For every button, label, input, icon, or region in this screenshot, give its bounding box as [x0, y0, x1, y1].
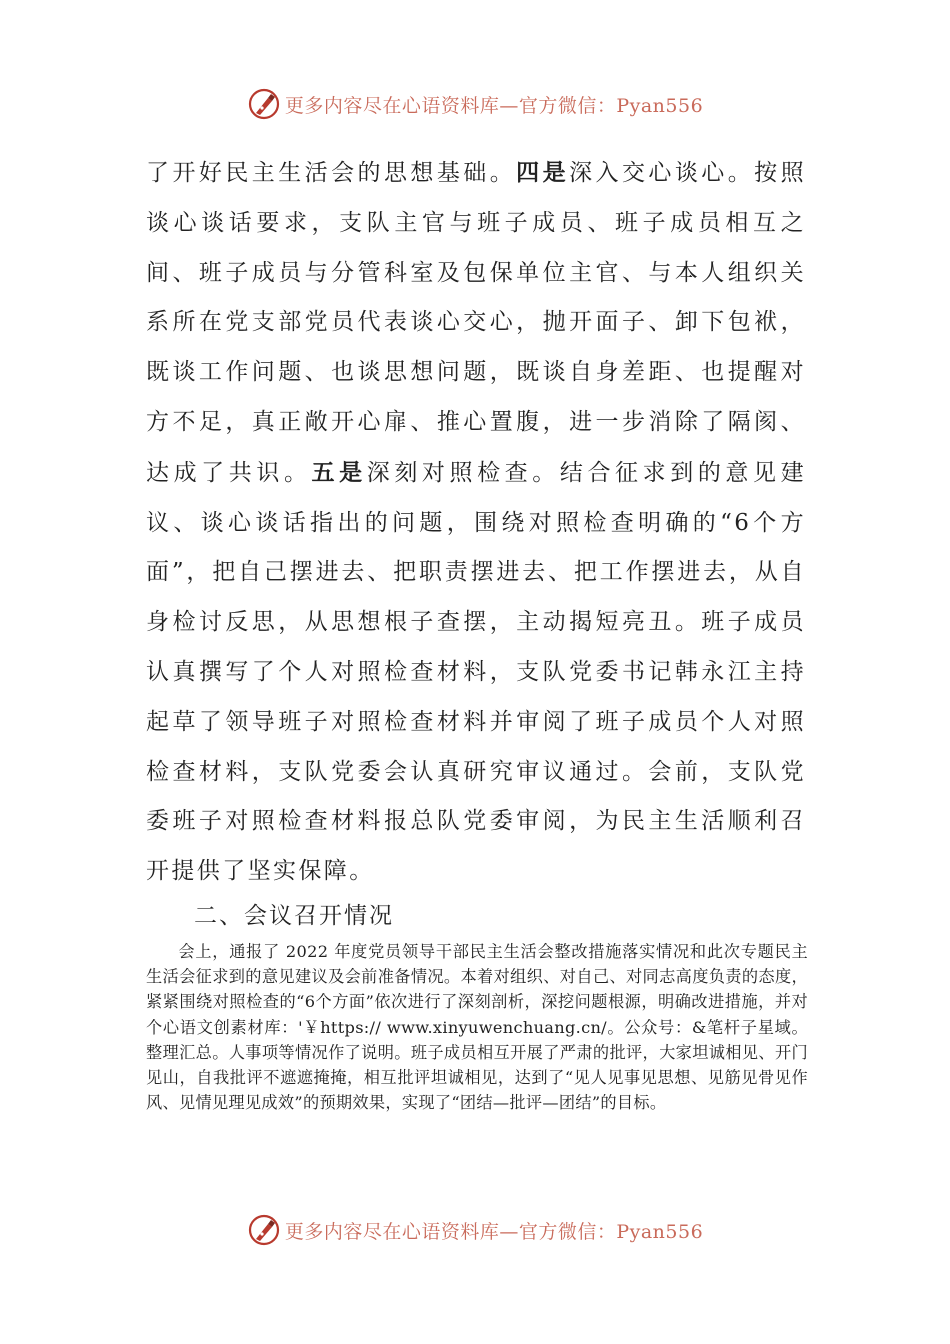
body-text-part: 深入交心谈心。按照谈心谈话要求，支队主官与班子成员、班子成员相互之间、班子成员与分管科室及包保单位主官、与本人组织关系所在党支部党员代表谈心交心，抛开面子、卸下包袱，既谈工作问题、也谈思想问题，既谈自身差距、也提醒对方不足，真正敞开心扉、推心置腹，进一步消除了隔阂、达成了共识。 [146, 160, 806, 486]
banner-text: 更多内容尽在心语资料库—官方微信：Pyan556 [284, 94, 704, 117]
section-heading: 二、会议召开情况 [194, 903, 394, 929]
footer-banner [0, 1212, 950, 1248]
point-label-four: 四是 [516, 159, 570, 186]
pen-nib-logo-icon [247, 1213, 281, 1247]
body-paragraph [146, 148, 806, 897]
point-label-five: 五是 [311, 458, 367, 486]
body-text-part: 了开好民主生活会的思想基础。 [146, 160, 517, 186]
document-body [146, 148, 806, 897]
header-banner [0, 86, 950, 122]
banner-text: 更多内容尽在心语资料库—官方微信：Pyan556 [284, 1220, 704, 1243]
meeting-section-body [146, 939, 808, 1115]
meeting-paragraph: 会上，通报了 2022 年度党员领导干部民主生活会整改措施落实情况和此次专题民主生活会征求到的意见建议及会前准备情况。本着对组织、对自己、对同志高度负责的态度，紧紧围绕对照检查的“6个方面”依次进行了深刻剖析，深挖问题根源，明确改进措施，并对个心语文创素材库：'￥https:// www.xinyuwenchuang.cn/。公众号：&笔杆子星域。整理汇总。人事项等情况作了说明。班子成员相互开展了严肃的批评，大家坦诚相见、开门见山，自我批评不遮遮掩掩，相互批评坦诚相见，达到了“见人见事见思想、见筋见骨见作风、见情见理见成效”的预期效果，实现了“团结—批评—团结”的目标。 [146, 942, 808, 1113]
pen-nib-logo-icon [247, 87, 281, 121]
body-text-part: 深刻对照检查。结合征求到的意见建议、谈心谈话指出的问题，围绕对照检查明确的“6个方面”，把自己摆进去、把职责摆进去、把工作摆进去，从自身检讨反思，从思想根子查摆，主动揭短亮丑。班子成员认真撰写了个人对照检查材料，支队党委书记韩永江主持起草了领导班子对照检查材料并审阅了班子成员个人对照检查材料，支队党委会认真研究审议通过。会前，支队党委班子对照检查材料报总队党委审阅，为民主生活顺利召开提供了坚实保障。 [146, 459, 806, 885]
